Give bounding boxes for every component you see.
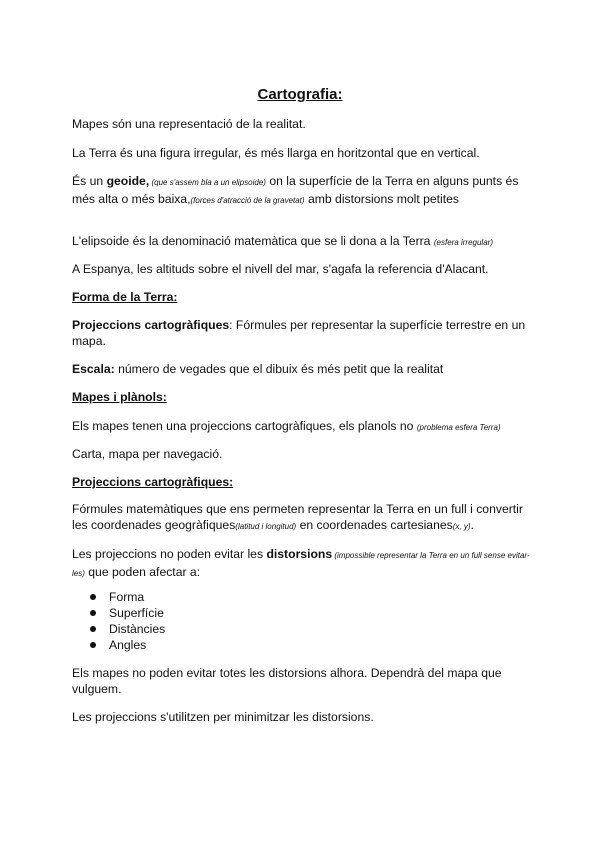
list-item <box>72 637 165 653</box>
paragraph-distorsions <box>72 546 532 582</box>
text-fragment: Els mapes tenen una projeccions cartogràfiques, els planols no <box>72 419 417 433</box>
heading-forma-terra: Forma de la Terra: <box>72 290 178 304</box>
bullet-icon <box>90 642 96 648</box>
heading-mapes-planols: Mapes i plànols: <box>72 390 167 404</box>
distortion-list <box>72 589 165 653</box>
note-latitud: (latitud i longitud) <box>235 522 297 531</box>
bullet-icon <box>90 594 96 600</box>
text-fragment: : Fórmules per representar la superfície terrestre en un mapa. <box>72 318 526 348</box>
list-item <box>72 589 165 605</box>
term-geoide: geoide, <box>106 174 150 188</box>
paragraph-minimitzar: Les projeccions s'utilitzen per minimitzar les distorsions. <box>72 710 374 724</box>
text-fragment: . <box>470 518 474 532</box>
paragraph-carta: Carta, mapa per navegació. <box>72 447 223 461</box>
heading-projeccions: Projeccions cartogràfiques: <box>72 475 234 489</box>
paragraph-mapes: Mapes són una representació de la realitat. <box>72 117 306 131</box>
note-gravetat: (forces d'atracció de la gravetat) <box>190 196 305 205</box>
text-fragment: amb distorsions molt petites <box>304 192 460 206</box>
note-impossible: (impossible representar la Terra en un full sense evitar-les) <box>72 551 530 578</box>
note-xy: (x, y) <box>452 522 471 531</box>
text-fragment: número de vegades que el dibuix és més petit que la realitat <box>114 362 444 376</box>
text-fragment: Fórmules matemàtiques que ens permeten representar la Terra en un full i convertir les coordenades geogràfiques <box>72 502 523 532</box>
paragraph-alhora: Els mapes no poden evitar totes les distorsions alhora. Dependrà del mapa que vulguem. <box>72 666 502 696</box>
note-problema: (problema esfera Terra) <box>416 423 501 432</box>
list-item <box>72 621 165 637</box>
bullet-icon <box>90 626 96 632</box>
paragraph-terra: La Terra és una figura irregular, és més llarga en horitzontal que en vertical. <box>72 146 480 160</box>
paragraph-projeccions <box>72 317 532 349</box>
text-fragment: en coordenades cartesianes <box>296 518 453 532</box>
note-esfera: (esfera irregular) <box>433 238 493 247</box>
paragraph-espanya: A Espanya, les altituds sobre el nivell del mar, s'agafa la referencia d'Alacant. <box>72 262 489 276</box>
page-title: Cartografia: <box>257 86 343 103</box>
text-fragment: on la superfície de la Terra en alguns punts és més alta o més baixa, <box>72 174 519 206</box>
paragraph-formules <box>72 501 532 535</box>
list-item <box>72 605 165 621</box>
paragraph-geoide <box>72 173 532 209</box>
text-fragment: L'elipsoide és la denominació matemàtica que se li dona a la Terra <box>72 234 434 248</box>
paragraph-elipsoide <box>72 233 532 251</box>
paragraph-escala <box>72 361 532 377</box>
text-fragment: Les projeccions no poden evitar les <box>72 547 267 561</box>
list-item-label: Distàncies <box>109 622 166 636</box>
text-fragment: que poden afectar a: <box>84 565 201 579</box>
bullet-icon <box>90 610 96 616</box>
list-item-label: Forma <box>109 590 145 604</box>
text-fragment: És un <box>72 174 107 188</box>
note-elipsoide: (que s'assem bla a un elipsoide) <box>149 178 266 187</box>
list-item-label: Superfície <box>109 606 164 620</box>
term-distorsions: distorsions <box>266 547 333 561</box>
term-projeccions: Projeccions cartogràfiques <box>72 318 230 332</box>
paragraph-planols <box>72 418 532 436</box>
list-item-label: Angles <box>109 638 147 652</box>
term-escala: Escala: <box>72 362 115 376</box>
